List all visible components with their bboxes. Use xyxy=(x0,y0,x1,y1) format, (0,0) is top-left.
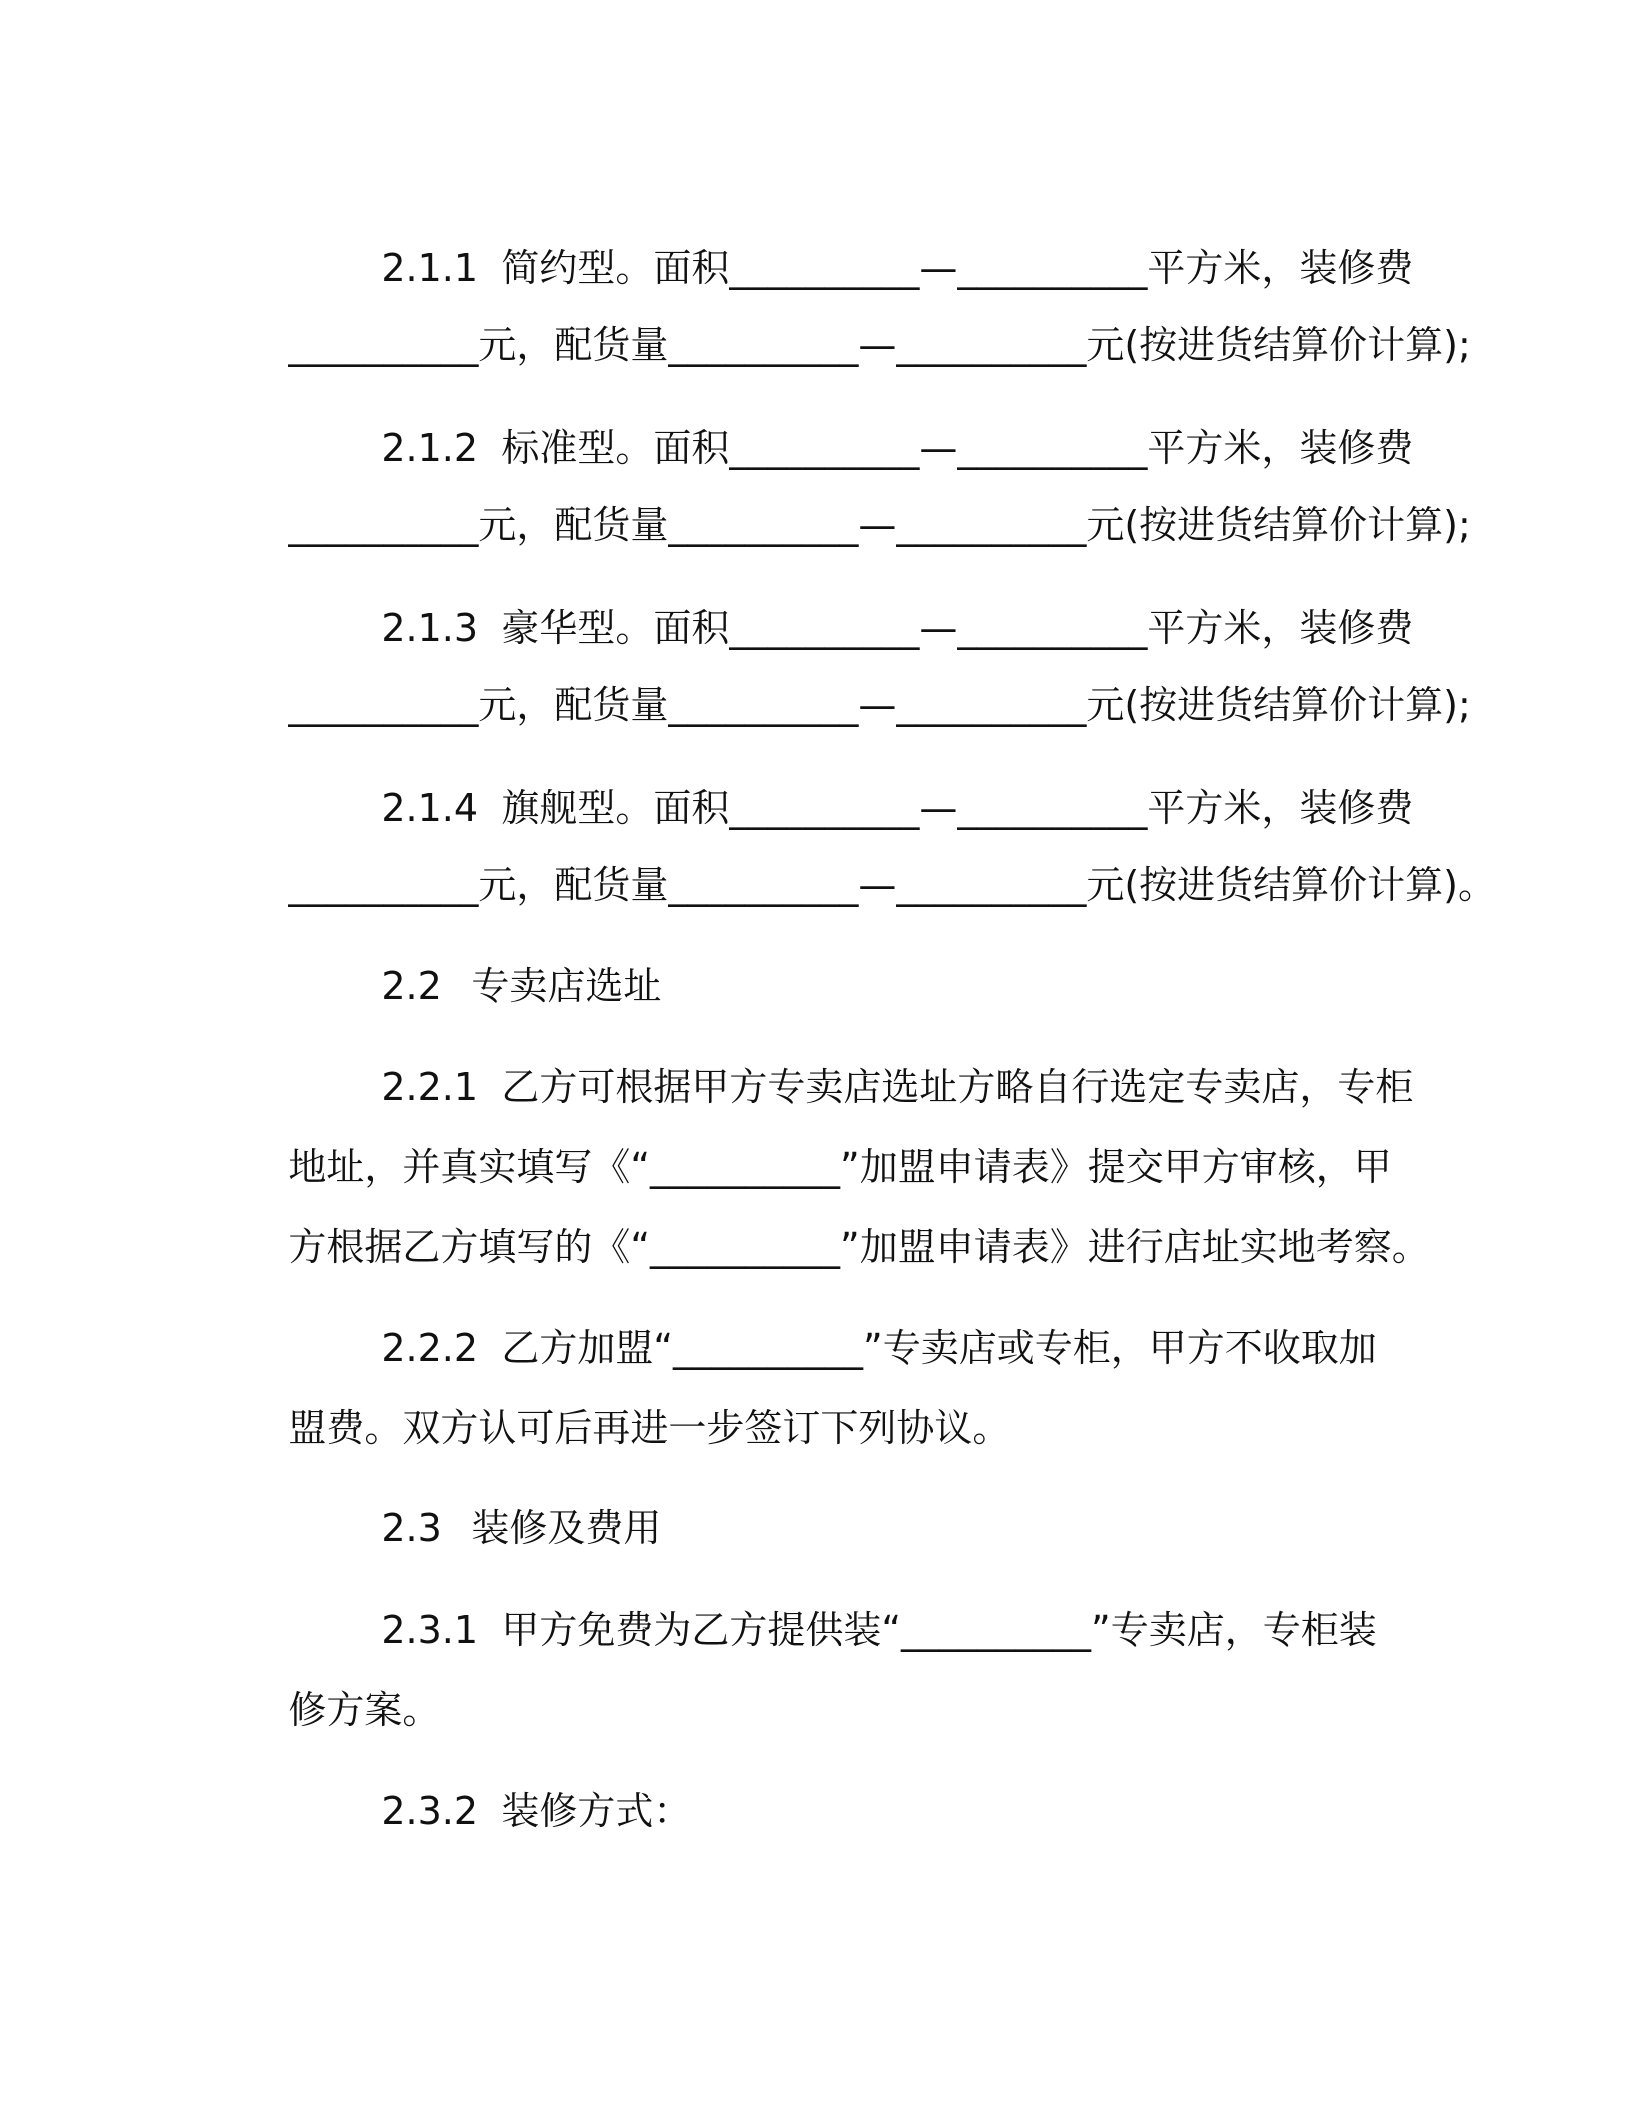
clause-text: 盟费。双方认可后再进一步签订下列协议。 xyxy=(288,1406,1011,1450)
clause-text: 标准型。面积__________—__________平方米，装修费 xyxy=(501,426,1414,470)
clause-text: __________元，配货量__________—__________元(按进货结算价计算); xyxy=(288,683,1471,727)
clause-number: 2.2.1 xyxy=(381,1065,479,1109)
clause-text: 乙方可根据甲方专卖店选址方略自行选定专卖店，专柜 xyxy=(501,1065,1414,1109)
section-title: 装修及费用 xyxy=(471,1506,662,1550)
clause-text: __________元，配货量__________—__________元(按进货结算价计算)。 xyxy=(288,863,1496,907)
clause-number: 2.2.2 xyxy=(381,1326,479,1370)
clause-number: 2.1.4 xyxy=(381,786,479,830)
clause-text: 旗舰型。面积__________—__________平方米，装修费 xyxy=(501,786,1414,830)
clause-2-3-2-line-1 xyxy=(333,1736,691,1886)
section-number: 2.3 xyxy=(381,1506,442,1550)
clause-text: 装修方式： xyxy=(501,1789,692,1833)
clause-text: 豪华型。面积__________—__________平方米，装修费 xyxy=(501,606,1414,650)
clause-text: 乙方加盟“__________”专卖店或专柜，甲方不收取加 xyxy=(501,1326,1377,1370)
clause-2-3-1-line-1 xyxy=(333,1555,1377,1705)
clause-number: 2.1.3 xyxy=(381,606,479,650)
section-title: 专卖店选址 xyxy=(471,964,662,1008)
clause-number: 2.1.1 xyxy=(381,246,479,290)
clause-text: __________元，配货量__________—__________元(按进货结算价计算); xyxy=(288,323,1471,367)
clause-text: 修方案。 xyxy=(288,1688,441,1732)
clause-text: __________元，配货量__________—__________元(按进货结算价计算); xyxy=(288,503,1471,547)
clause-text: 方根据乙方填写的《“__________”加盟申请表》进行店址实地考察。 xyxy=(288,1225,1430,1269)
clause-number: 2.3.2 xyxy=(381,1789,479,1833)
clause-number: 2.1.2 xyxy=(381,426,479,470)
clause-text: 甲方免费为乙方提供装“__________”专卖店，专柜装 xyxy=(501,1608,1377,1652)
section-number: 2.2 xyxy=(381,964,442,1008)
clause-text: 地址，并真实填写《“__________”加盟申请表》提交甲方审核，甲 xyxy=(288,1145,1392,1189)
clause-text: 简约型。面积__________—__________平方米，装修费 xyxy=(501,246,1414,290)
clause-number: 2.3.1 xyxy=(381,1608,479,1652)
